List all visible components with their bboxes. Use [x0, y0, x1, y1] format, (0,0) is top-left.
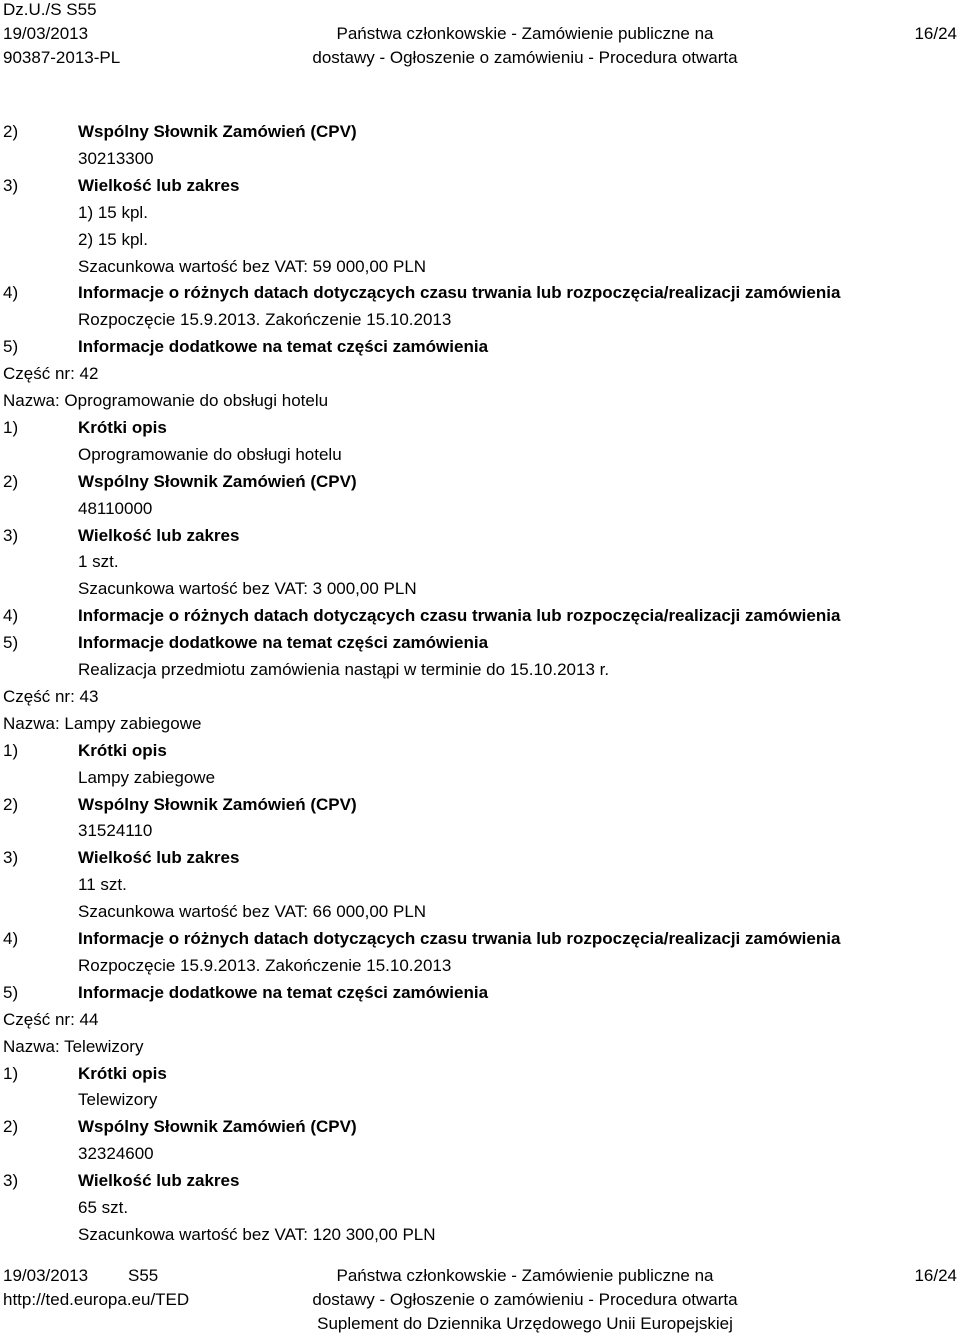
- footer-title-line2: dostawy - Ogłoszenie o zamówieniu - Procedura otwarta: [312, 1290, 738, 1309]
- field-value: Realizacja przedmiotu zamówienia nastąpi w terminie do 15.10.2013 r.: [78, 660, 610, 679]
- item-number: 5): [3, 337, 19, 356]
- item-number: 4): [3, 929, 19, 948]
- part-info: Część nr: 44: [3, 1010, 99, 1029]
- section-heading: Wielkość lub zakres: [78, 176, 240, 195]
- footer-date: 19/03/2013: [3, 1266, 89, 1285]
- journal-ref: Dz.U./S S55: [3, 0, 97, 19]
- item-number: 5): [3, 633, 19, 652]
- field-value: 30213300: [78, 149, 154, 168]
- section-heading: Informacje dodatkowe na temat części zamówienia: [78, 633, 489, 652]
- field-value: Szacunkowa wartość bez VAT: 66 000,00 PLN: [78, 902, 427, 921]
- header-date: 19/03/2013: [3, 24, 89, 43]
- header-title-line1: Państwa członkowskie - Zamówienie publiczne na: [336, 24, 714, 43]
- field-value: Rozpoczęcie 15.9.2013. Zakończenie 15.10.2013: [78, 956, 452, 975]
- section-heading: Wielkość lub zakres: [78, 1171, 240, 1190]
- header-page-number: 16/24: [914, 24, 957, 43]
- field-value: Szacunkowa wartość bez VAT: 3 000,00 PLN: [78, 579, 417, 598]
- item-number: 1): [3, 1064, 19, 1083]
- item-number: 3): [3, 176, 19, 195]
- section-heading: Wielkość lub zakres: [78, 526, 240, 545]
- section-heading: Wspólny Słownik Zamówień (CPV): [78, 1117, 357, 1136]
- part-info: Część nr: 43: [3, 687, 99, 706]
- section-heading: Wspólny Słownik Zamówień (CPV): [78, 795, 357, 814]
- part-info: Nazwa: Telewizory: [3, 1037, 144, 1056]
- item-number: 5): [3, 983, 19, 1002]
- item-number: 2): [3, 795, 19, 814]
- item-number: 2): [3, 122, 19, 141]
- field-value: 11 szt.: [78, 875, 127, 894]
- header-title-line2: dostawy - Ogłoszenie o zamówieniu - Procedura otwarta: [312, 48, 738, 67]
- item-number: 3): [3, 1171, 19, 1190]
- footer-title-line1: Państwa członkowskie - Zamówienie publiczne na: [336, 1266, 714, 1285]
- item-number: 4): [3, 283, 19, 302]
- footer-page-number: 16/24: [914, 1266, 957, 1285]
- field-value: 48110000: [78, 499, 153, 518]
- field-value: 31524110: [78, 821, 153, 840]
- field-value: Rozpoczęcie 15.9.2013. Zakończenie 15.10.2013: [78, 310, 452, 329]
- section-heading: Krótki opis: [78, 1064, 167, 1083]
- section-heading: Wspólny Słownik Zamówień (CPV): [78, 122, 357, 141]
- part-info: Nazwa: Oprogramowanie do obsługi hotelu: [3, 391, 329, 410]
- part-info: Nazwa: Lampy zabiegowe: [3, 714, 202, 733]
- footer-url[interactable]: http://ted.europa.eu/TED: [3, 1290, 190, 1309]
- section-heading: Informacje o różnych datach dotyczących czasu trwania lub rozpoczęcia/realizacji zamówienia: [78, 283, 841, 302]
- item-number: 4): [3, 606, 19, 625]
- doc-id: 90387-2013-PL: [3, 48, 121, 67]
- section-heading: Informacje dodatkowe na temat części zamówienia: [78, 983, 489, 1002]
- section-heading: Informacje o różnych datach dotyczących czasu trwania lub rozpoczęcia/realizacji zamówienia: [78, 606, 841, 625]
- field-value: Telewizory: [78, 1090, 158, 1109]
- item-number: 3): [3, 848, 19, 867]
- item-number: 2): [3, 472, 19, 491]
- footer-series: S55: [128, 1266, 159, 1285]
- section-heading: Wspólny Słownik Zamówień (CPV): [78, 472, 357, 491]
- field-value: Szacunkowa wartość bez VAT: 120 300,00 PLN: [78, 1225, 436, 1244]
- item-number: 3): [3, 526, 19, 545]
- field-value: 2) 15 kpl.: [78, 230, 148, 249]
- section-heading: Krótki opis: [78, 418, 167, 437]
- field-value: 32324600: [78, 1144, 154, 1163]
- part-info: Część nr: 42: [3, 364, 99, 383]
- section-heading: Informacje dodatkowe na temat części zamówienia: [78, 337, 489, 356]
- field-value: Oprogramowanie do obsługi hotelu: [78, 445, 342, 464]
- field-value: Szacunkowa wartość bez VAT: 59 000,00 PLN: [78, 257, 427, 276]
- section-heading: Krótki opis: [78, 741, 167, 760]
- section-heading: Wielkość lub zakres: [78, 848, 240, 867]
- item-number: 1): [3, 741, 19, 760]
- section-heading: Informacje o różnych datach dotyczących czasu trwania lub rozpoczęcia/realizacji zamówienia: [78, 929, 841, 948]
- field-value: Lampy zabiegowe: [78, 768, 216, 787]
- field-value: 1) 15 kpl.: [78, 203, 148, 222]
- footer-title-line3: Suplement do Dziennika Urzędowego Unii Europejskiej: [317, 1314, 733, 1333]
- item-number: 1): [3, 418, 19, 437]
- item-number: 2): [3, 1117, 19, 1136]
- field-value: 65 szt.: [78, 1198, 129, 1217]
- field-value: 1 szt.: [78, 552, 119, 571]
